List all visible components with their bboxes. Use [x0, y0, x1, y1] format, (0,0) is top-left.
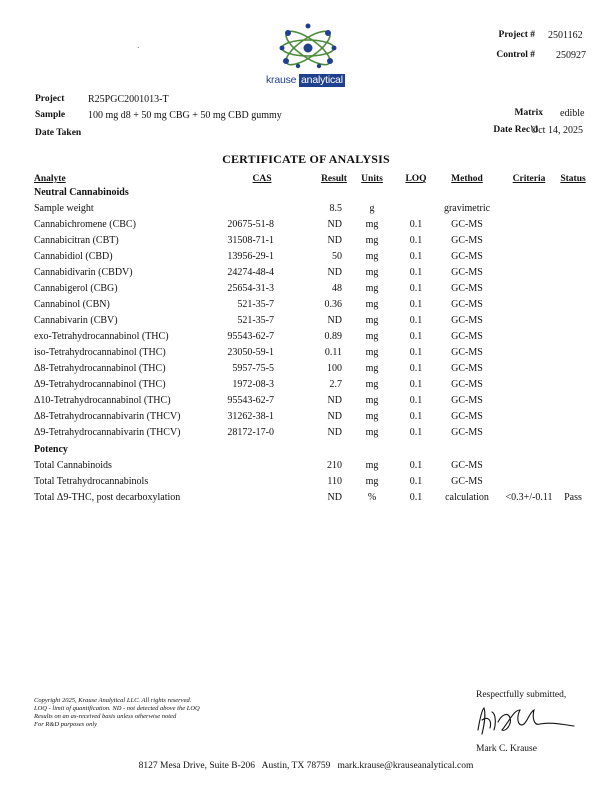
cell-units: mg	[365, 379, 379, 390]
cell-analyte: Cannabivarin (CBV)	[34, 315, 118, 326]
cell-result: ND	[327, 235, 342, 246]
cell-analyte: Total Cannabinoids	[34, 460, 112, 471]
cell-result: 48	[332, 283, 342, 294]
cell-method: GC-MS	[451, 331, 483, 342]
stray-dot: ·	[137, 44, 140, 52]
krause-logo	[262, 20, 358, 90]
cell-cas: 95543-62-7	[227, 331, 274, 342]
cell-result: ND	[327, 267, 342, 278]
cell-units: mg	[365, 460, 379, 471]
control-number-label: Control #	[496, 50, 535, 60]
cell-loq: 0.1	[409, 315, 423, 326]
footnote-copyright: Copyright 2025, Krause Analytical LLC. All rights reserved.	[34, 697, 192, 704]
cell-loq: 0.1	[409, 460, 423, 471]
cell-loq: 0.1	[409, 219, 423, 230]
cell-result: ND	[327, 427, 342, 438]
cell-analyte: Cannabigerol (CBG)	[34, 283, 118, 294]
cell-analyte: Cannabidivarin (CBDV)	[34, 267, 133, 278]
cell-method: GC-MS	[451, 235, 483, 246]
cell-units: mg	[365, 476, 379, 487]
cell-method: GC-MS	[451, 427, 483, 438]
cell-result: 210	[327, 460, 342, 471]
table-row	[34, 476, 594, 492]
cell-cas: 24274-48-4	[227, 267, 274, 278]
cell-loq: 0.1	[409, 267, 423, 278]
footnote-basis: Results on an as-received basis unless otherwise noted	[34, 713, 177, 720]
date-taken-label: Date Taken	[35, 128, 82, 138]
footnote-purpose: For R&D purposes only	[34, 721, 98, 728]
cell-cas: 13956-29-1	[227, 251, 274, 262]
cell-analyte: exo-Tetrahydrocannabinol (THC)	[34, 331, 169, 342]
table-row	[34, 299, 594, 315]
cell-units: mg	[365, 299, 379, 310]
cell-loq: 0.1	[409, 395, 423, 406]
footer-address: 8127 Mesa Drive, Suite B-206 Austin, TX 78759 mark.krause@krauseanalytical.com	[138, 761, 474, 771]
cell-cas: 1972-08-3	[232, 379, 274, 390]
logo-wordmark	[266, 74, 345, 86]
col-criteria: Criteria	[512, 174, 546, 184]
table-row	[34, 347, 594, 363]
cell-units: mg	[365, 251, 379, 262]
cell-units: mg	[365, 411, 379, 422]
cell-criteria: <0.3+/-0.11	[505, 492, 553, 503]
cell-analyte: Cannabichromene (CBC)	[34, 219, 136, 230]
cell-loq: 0.1	[409, 363, 423, 374]
table-row	[34, 492, 594, 508]
cell-result: 8.5	[329, 203, 342, 214]
cell-method: gravimetric	[443, 203, 491, 214]
cell-result: ND	[327, 219, 342, 230]
cell-loq: 0.1	[409, 411, 423, 422]
cell-units: %	[367, 492, 377, 503]
document-title: CERTIFICATE OF ANALYSIS	[222, 152, 390, 166]
cell-method: GC-MS	[451, 299, 483, 310]
table-row	[34, 283, 594, 299]
cell-cas: 5957-75-5	[232, 363, 274, 374]
cell-loq: 0.1	[409, 379, 423, 390]
table-row	[34, 379, 594, 395]
cell-loq: 0.1	[409, 283, 423, 294]
section-potency: Potency	[34, 444, 68, 455]
signer-name: Mark C. Krause	[476, 744, 537, 754]
cell-units: mg	[365, 235, 379, 246]
cell-method: GC-MS	[451, 219, 483, 230]
col-status: Status	[560, 174, 586, 184]
cell-method: GC-MS	[451, 347, 483, 358]
cell-analyte: Sample weight	[34, 203, 94, 214]
cell-units: mg	[365, 331, 379, 342]
cell-result: 110	[327, 476, 342, 487]
cell-loq: 0.1	[409, 331, 423, 342]
table-row	[34, 460, 594, 476]
cell-analyte: Δ9-Tetrahydrocannabinol (THC)	[34, 379, 166, 390]
cell-result: 2.7	[329, 379, 342, 390]
cell-method: GC-MS	[451, 315, 483, 326]
cell-loq: 0.1	[409, 251, 423, 262]
cell-cas: 521-35-7	[237, 299, 274, 310]
col-method: Method	[451, 174, 483, 184]
cell-units: mg	[365, 427, 379, 438]
cell-result: ND	[327, 315, 342, 326]
cell-method: GC-MS	[451, 476, 483, 487]
table-row	[34, 395, 594, 411]
project-value: R25PGC2001013-T	[88, 94, 169, 105]
cell-method: GC-MS	[451, 460, 483, 471]
signature-icon	[470, 700, 580, 742]
cell-result: ND	[327, 492, 342, 503]
col-result: Result	[321, 174, 347, 184]
section-neutral-cannabinoids: Neutral Cannabinoids	[34, 187, 129, 198]
table-row	[34, 363, 594, 379]
cell-analyte: Δ8-Tetrahydrocannabinol (THC)	[34, 363, 166, 374]
table-row	[34, 427, 594, 443]
cell-units: mg	[365, 363, 379, 374]
cell-analyte: Δ8-Tetrahydrocannabivarin (THCV)	[34, 411, 181, 422]
cell-result: 0.11	[324, 347, 342, 358]
matrix-value: edible	[560, 108, 585, 119]
table-row	[34, 235, 594, 251]
project-label: Project	[35, 94, 65, 104]
cell-result: 0.89	[324, 331, 342, 342]
cell-units: mg	[365, 219, 379, 230]
cell-analyte: Total Tetrahydrocannabinols	[34, 476, 149, 487]
cell-result: 0.36	[324, 299, 342, 310]
cell-status: Pass	[564, 492, 582, 503]
col-loq: LOQ	[405, 174, 427, 184]
table-row	[34, 267, 594, 283]
table-row	[34, 251, 594, 267]
table-row	[34, 331, 594, 347]
table-row	[34, 315, 594, 331]
cell-analyte: Δ10-Tetrahydrocannabinol (THC)	[34, 395, 171, 406]
table-row	[34, 203, 594, 219]
cell-units: mg	[365, 283, 379, 294]
cell-method: GC-MS	[451, 251, 483, 262]
cell-loq: 0.1	[409, 347, 423, 358]
cell-cas: 31262-38-1	[227, 411, 274, 422]
logo-word-krause: krause	[266, 74, 297, 86]
cell-result: 50	[332, 251, 342, 262]
sample-label: Sample	[35, 110, 66, 120]
closing-text: Respectfully submitted,	[476, 690, 567, 700]
cell-result: 100	[327, 363, 342, 374]
cell-cas: 25654-31-3	[227, 283, 274, 294]
cell-loq: 0.1	[409, 476, 423, 487]
cell-method: GC-MS	[451, 395, 483, 406]
cell-cas: 95543-62-7	[227, 395, 274, 406]
footnote-loq: LOQ - limit of quantification. ND - not detected above the LOQ	[34, 705, 200, 712]
cell-units: mg	[365, 347, 379, 358]
cell-units: mg	[365, 395, 379, 406]
cell-analyte: iso-Tetrahydrocannabinol (THC)	[34, 347, 166, 358]
cell-result: ND	[327, 411, 342, 422]
cell-method: GC-MS	[451, 283, 483, 294]
cell-cas: 20675-51-8	[227, 219, 274, 230]
cell-loq: 0.1	[409, 299, 423, 310]
control-number: 250927	[556, 50, 586, 61]
cell-analyte: Cannabidiol (CBD)	[34, 251, 113, 262]
project-number-label: Project #	[498, 30, 535, 40]
cell-method: GC-MS	[451, 267, 483, 278]
cell-analyte: Cannabinol (CBN)	[34, 299, 110, 310]
sample-value: 100 mg d8 + 50 mg CBG + 50 mg CBD gummy	[88, 110, 282, 121]
matrix-label: Matrix	[514, 108, 543, 118]
logo-word-analytical: analytical	[301, 74, 343, 86]
cell-analyte: Total Δ9-THC, post decarboxylation	[34, 492, 181, 503]
cell-loq: 0.1	[409, 235, 423, 246]
cell-loq: 0.1	[409, 492, 423, 503]
cell-cas: 31508-71-1	[227, 235, 274, 246]
col-units: Units	[361, 174, 383, 184]
cell-result: ND	[327, 395, 342, 406]
atom-logo-icon	[262, 20, 358, 76]
cell-cas: 521-35-7	[237, 315, 274, 326]
table-row	[34, 219, 594, 235]
cell-method: GC-MS	[451, 363, 483, 374]
table-row	[34, 411, 594, 427]
project-number: 2501162	[548, 30, 583, 41]
date-recd-value: Oct 14, 2025	[531, 125, 583, 136]
cell-analyte: Δ9-Tetrahydrocannabivarin (THCV)	[34, 427, 181, 438]
col-cas: CAS	[252, 174, 272, 184]
cell-units: mg	[365, 315, 379, 326]
date-recd-label: Date Rec'd	[493, 125, 538, 135]
cell-method: GC-MS	[451, 379, 483, 390]
cell-cas: 28172-17-0	[227, 427, 274, 438]
cell-method: GC-MS	[451, 411, 483, 422]
cell-units: g	[369, 203, 375, 214]
cell-loq: 0.1	[409, 427, 423, 438]
cell-units: mg	[365, 267, 379, 278]
cell-cas: 23050-59-1	[227, 347, 274, 358]
cell-method: calculation	[445, 492, 489, 503]
cell-analyte: Cannabicitran (CBT)	[34, 235, 119, 246]
col-analyte: Analyte	[34, 174, 66, 184]
